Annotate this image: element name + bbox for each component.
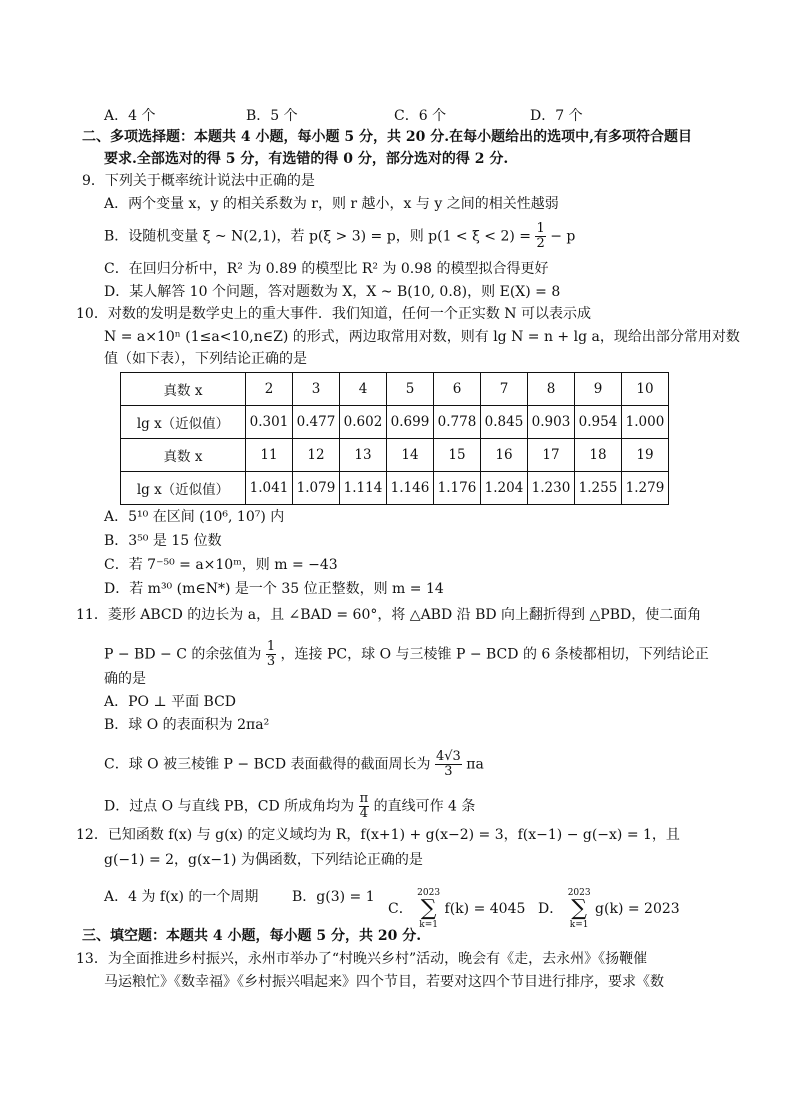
table-cell: 10 bbox=[622, 373, 669, 406]
q12-c-expr: f(k) = 4045 bbox=[444, 901, 526, 917]
table-cell: 1.255 bbox=[575, 472, 622, 505]
q11-option-d bbox=[104, 792, 475, 821]
table-cell: 1.146 bbox=[387, 472, 434, 505]
q12-option-d bbox=[538, 888, 680, 930]
q12-c-label: C． bbox=[388, 901, 413, 917]
table-row bbox=[121, 439, 669, 472]
q9-option-b bbox=[104, 222, 575, 251]
q11-cos-fraction bbox=[266, 640, 276, 669]
table-cell: 15 bbox=[434, 439, 481, 472]
table-cell: 8 bbox=[528, 373, 575, 406]
q11-line2-prefix: P − BD − C 的余弦值为 bbox=[104, 646, 262, 663]
q9-option-a: A．两个变量 x，y 的相关系数为 r，则 r 越小，x 与 y 之间的相关性越弱 bbox=[104, 196, 559, 212]
table-row-header: 真数 x bbox=[121, 373, 246, 406]
table-cell: 0.778 bbox=[434, 406, 481, 439]
q12-c-bottom: k=1 bbox=[419, 920, 438, 930]
q11-option-a: A．PO ⊥ 平面 BCD bbox=[104, 694, 237, 710]
q9-b-prefix: B．设随机变量 ξ ~ N(2,1)，若 p(ξ > 3) = p，则 p(1 < ξ < 2) = bbox=[104, 228, 531, 245]
q11-c-prefix: C．球 O 被三棱锥 P − BCD 表面截得的截面周长为 bbox=[104, 756, 431, 773]
q13-line1: 13．为全面推进乡村振兴，永州市举办了“村晚兴乡村”活动，晚会有《走，去永州》《扬鞭催 bbox=[76, 951, 648, 967]
table-cell: 3 bbox=[293, 373, 340, 406]
table-cell: 0.954 bbox=[575, 406, 622, 439]
q12-d-top: 2023 bbox=[567, 888, 591, 898]
q11-d-suffix: 的直线可作 4 条 bbox=[373, 798, 476, 815]
table-cell: 14 bbox=[387, 439, 434, 472]
q12-line2: g(−1) = 2，g(x−1) 为偶函数，下列结论正确的是 bbox=[104, 852, 423, 868]
table-row-header: lg x（近似值） bbox=[121, 406, 246, 439]
table-cell: 1.176 bbox=[434, 472, 481, 505]
q9-b-num: 1 bbox=[536, 221, 545, 236]
table-cell: 1.230 bbox=[528, 472, 575, 505]
q12-d-bottom: k=1 bbox=[569, 920, 589, 930]
table-row-header: lg x（近似值） bbox=[121, 472, 246, 505]
q10-line2: N = a×10ⁿ (1≤a<10,n∈Z) 的形式，两边取常用对数，则有 lg N = n + lg a，现给出部分常用对数 bbox=[104, 329, 740, 345]
table-row bbox=[121, 406, 669, 439]
table-cell: 17 bbox=[528, 439, 575, 472]
q8-option-a: A．4 个 bbox=[104, 108, 156, 124]
table-cell: 2 bbox=[246, 373, 293, 406]
q8-option-b: B．5 个 bbox=[246, 108, 298, 124]
q8-option-c: C．6 个 bbox=[394, 108, 447, 124]
table-cell: 9 bbox=[575, 373, 622, 406]
table-cell: 13 bbox=[340, 439, 387, 472]
q12-d-sum bbox=[568, 888, 591, 930]
table-cell: 0.699 bbox=[387, 406, 434, 439]
table-row bbox=[121, 373, 669, 406]
q13-line2: 马运粮忙》《数幸福》《乡村振兴唱起来》四个节目，若要对这四个节目进行排序，要求《数 bbox=[104, 974, 664, 990]
q12-option-c bbox=[388, 888, 525, 930]
q12-d-label: D． bbox=[538, 901, 564, 917]
q11-c-den: 3 bbox=[444, 764, 453, 779]
q10-option-d: D．若 m³⁰ (m∈N*) 是一个 35 位正整数，则 m = 14 bbox=[104, 581, 444, 597]
q10-line1: 10．对数的发明是数学史上的重大事件．我们知道，任何一个正实数 N 可以表示成 bbox=[76, 306, 591, 322]
table-cell: 4 bbox=[340, 373, 387, 406]
q11-c-suffix: πa bbox=[466, 756, 484, 773]
q12-d-expr: g(k) = 2023 bbox=[595, 901, 680, 917]
table-cell: 1.279 bbox=[622, 472, 669, 505]
table-cell: 6 bbox=[434, 373, 481, 406]
q12-c-sum bbox=[417, 888, 440, 930]
q11-option-b: B．球 O 的表面积为 2πa² bbox=[104, 717, 270, 733]
table-cell: 1.204 bbox=[481, 472, 528, 505]
q12-option-b: B．g(3) = 1 bbox=[292, 889, 375, 905]
q9-option-c: C．在回归分析中，R² 为 0.89 的模型比 R² 为 0.98 的模型拟合得更好 bbox=[104, 261, 549, 277]
q11-line2-suffix: ，连接 PC，球 O 与三棱锥 P − BCD 的 6 条棱都相切，下列结论正 bbox=[280, 646, 709, 663]
table-row bbox=[121, 472, 669, 505]
q9-b-fraction bbox=[535, 222, 545, 251]
q9-stem: 9．下列关于概率统计说法中正确的是 bbox=[82, 173, 315, 189]
q11-c-fraction bbox=[435, 750, 462, 779]
q8-option-d: D．7 个 bbox=[530, 108, 583, 124]
table-cell: 1.079 bbox=[293, 472, 340, 505]
table-cell: 1.041 bbox=[246, 472, 293, 505]
q11-line1: 11．菱形 ABCD 的边长为 a，且 ∠BAD = 60°，将 △ABD 沿 BD 向上翻折得到 △PBD，使二面角 bbox=[76, 607, 702, 623]
table-cell: 0.602 bbox=[340, 406, 387, 439]
log-table bbox=[120, 372, 669, 505]
q12-c-top: 2023 bbox=[417, 888, 441, 898]
table-cell: 1.114 bbox=[340, 472, 387, 505]
q11-line3: 确的是 bbox=[104, 671, 146, 687]
table-cell: 16 bbox=[481, 439, 528, 472]
table-cell: 0.301 bbox=[246, 406, 293, 439]
table-cell: 0.477 bbox=[293, 406, 340, 439]
q11-cos-num: 1 bbox=[266, 639, 276, 654]
q9-b-suffix: − p bbox=[550, 228, 576, 245]
sigma-icon: ∑ bbox=[420, 896, 437, 921]
table-cell: 19 bbox=[622, 439, 669, 472]
table-cell: 0.903 bbox=[528, 406, 575, 439]
q11-d-prefix: D．过点 O 与直线 PB，CD 所成角均为 bbox=[104, 798, 355, 815]
q12-line1: 12．已知函数 f(x) 与 g(x) 的定义域均为 R，f(x+1) + g(x−2) = 3，f(x−1) − g(−x) = 1，且 bbox=[76, 827, 680, 843]
q10-option-a: A．5¹⁰ 在区间 (10⁶, 10⁷) 内 bbox=[104, 509, 285, 525]
table-cell: 1.000 bbox=[622, 406, 669, 439]
section3-title: 三、填空题：本题共 4 小题，每小题 5 分，共 20 分. bbox=[82, 928, 422, 944]
q9-option-d: D．某人解答 10 个问题，答对题数为 X，X ~ B(10, 0.8)，则 E(X) = 8 bbox=[104, 284, 561, 300]
q9-b-den: 2 bbox=[536, 236, 545, 251]
q12-option-a: A．4 为 f(x) 的一个周期 bbox=[104, 889, 259, 905]
table-cell: 0.845 bbox=[481, 406, 528, 439]
q11-d-num: π bbox=[359, 791, 369, 806]
q11-cos-den: 3 bbox=[266, 654, 276, 669]
q11-d-den: 4 bbox=[359, 806, 369, 821]
table-cell: 12 bbox=[293, 439, 340, 472]
table-cell: 5 bbox=[387, 373, 434, 406]
table-cell: 11 bbox=[246, 439, 293, 472]
q11-line2 bbox=[104, 640, 709, 669]
table-cell: 7 bbox=[481, 373, 528, 406]
q11-d-fraction bbox=[359, 792, 370, 821]
q11-c-num: 4√3 bbox=[435, 749, 461, 764]
table-cell: 18 bbox=[575, 439, 622, 472]
q10-option-c: C．若 7⁻⁵⁰ = a×10ᵐ，则 m = −43 bbox=[104, 557, 338, 573]
sigma-icon: ∑ bbox=[571, 896, 587, 921]
q10-option-b: B．3⁵⁰ 是 15 位数 bbox=[104, 533, 222, 549]
q10-line3: 值（如下表），下列结论正确的是 bbox=[104, 351, 307, 367]
q11-option-c bbox=[104, 750, 484, 779]
table-row-header: 真数 x bbox=[121, 439, 246, 472]
section2-title-line1: 二、多项选择题：本题共 4 小题，每小题 5 分，共 20 分.在每小题给出的选项中,有多项符合题目 bbox=[82, 129, 692, 145]
section2-title-line2: 要求.全部选对的得 5 分，有选错的得 0 分，部分选对的得 2 分. bbox=[104, 151, 509, 167]
